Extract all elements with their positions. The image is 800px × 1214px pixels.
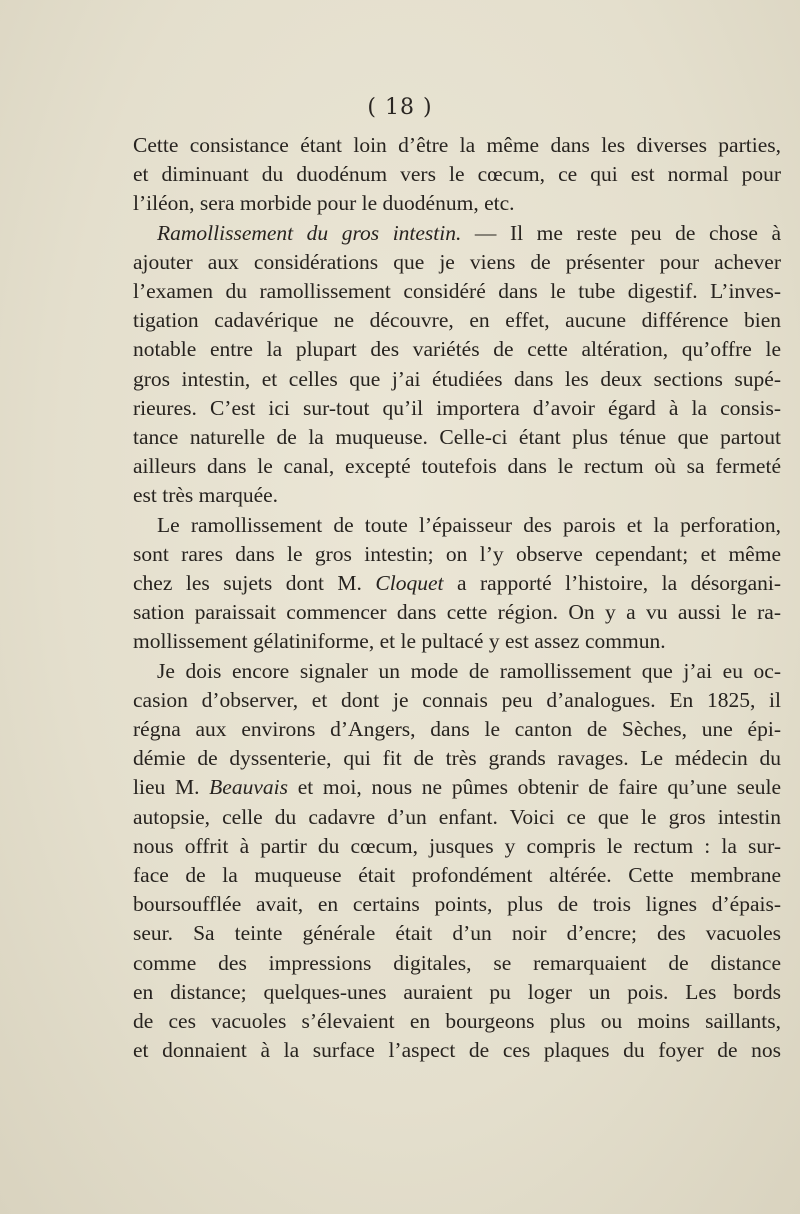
text-segment: rieures. C’est ici sur-tout qu’il importera d’avoir égard à la consis-: [133, 395, 781, 420]
text-segment: est très marquée.: [133, 483, 279, 508]
text-segment: notable entre la plupart des variétés de cette altération, qu’offre le: [133, 337, 781, 362]
text-segment: mollissement gélatiniforme, et le pultacé y est assez commun.: [133, 629, 666, 654]
text-segment: Cette consistance étant loin d’être la même dans les diverses parties,: [133, 133, 781, 157]
text-line: [133, 919, 781, 948]
text-segment: a rapporté l’histoire, la désorgani-: [443, 571, 781, 596]
text-line: [133, 160, 781, 189]
text-line: [133, 832, 781, 861]
text-line: [133, 511, 781, 540]
text-segment: gros intestin, et celles que j’ai étudiées dans les deux sections supé-: [133, 366, 781, 391]
text-segment: l’examen du ramollissement considéré dans le tube digestif. L’inves-: [133, 279, 781, 304]
text-segment: comme des impressions digitales, se remarquaient de distance: [133, 950, 781, 975]
text-segment: sont rares dans le gros intestin; on l’y observe cependant; et même: [133, 541, 781, 566]
text-line: [133, 657, 781, 686]
text-segment: casion d’observer, et dont je connais peu d’analogues. En 1825, il: [133, 687, 781, 712]
text-segment: ailleurs dans le canal, excepté toutefois dans le rectum où sa fermeté: [133, 454, 781, 479]
text-segment: tance naturelle de la muqueuse. Celle-ci étant plus ténue que partout: [133, 425, 781, 450]
text-segment: et moi, nous ne pûmes obtenir de faire qu’une seule: [287, 775, 781, 800]
page-number: ( 18 ): [367, 95, 433, 120]
text-line: [133, 452, 781, 481]
text-line: [133, 540, 781, 569]
text-segment: et donnaient à la surface l’aspect de ces plaques du foyer de nos: [133, 1038, 781, 1063]
text-line: [133, 803, 781, 832]
text-line: [133, 248, 781, 277]
italic-text: Ramollissement du gros intestin.: [157, 220, 462, 245]
text-segment: démie de dyssenterie, qui fit de très grands ravages. Le médecin du: [133, 746, 781, 771]
text-line: [133, 861, 781, 890]
text-segment: seur. Sa teinte générale était d’un noir d’encre; des vacuoles: [133, 921, 781, 946]
text-segment: ajouter aux considérations que je viens de présenter pour achever: [133, 249, 781, 274]
text-line: [133, 744, 781, 773]
text-line: [133, 394, 781, 423]
text-line: [133, 598, 781, 627]
text-segment: l’iléon, sera morbide pour le duodénum, etc.: [133, 191, 515, 216]
text-line: [133, 277, 781, 306]
text-segment: régna aux environs d’Angers, dans le canton de Sèches, une épi-: [133, 717, 781, 742]
text-segment: de ces vacuoles s’élevaient en bourgeons plus ou moins saillants,: [133, 1009, 781, 1034]
text-line: [133, 773, 781, 802]
text-line: [133, 1007, 781, 1036]
text-segment: face de la muqueuse était profondément altérée. Cette membrane: [133, 863, 781, 888]
text-segment: lieu M.: [133, 775, 210, 800]
text-segment: autopsie, celle du cadavre d’un enfant. Voici ce que le gros intestin: [133, 804, 781, 829]
text-line: [133, 365, 781, 394]
text-segment: boursoufflée avait, en certains points, plus de trois lignes d’épais-: [133, 892, 781, 917]
text-segment: — Il me reste peu de chose à: [461, 220, 781, 245]
text-line: [133, 335, 781, 364]
text-line: [133, 131, 781, 160]
text-segment: nous offrit à partir du cœcum, jusques y compris le rectum : la sur-: [133, 833, 781, 858]
body-text: [133, 131, 781, 1066]
text-segment: sation paraissait commencer dans cette région. On y a vu aussi le ra-: [133, 600, 781, 625]
text-line: [133, 978, 781, 1007]
text-segment: en distance; quelques-unes auraient pu loger un pois. Les bords: [133, 979, 781, 1004]
text-line: [133, 189, 781, 218]
text-segment: chez les sujets dont M.: [133, 571, 376, 596]
text-line: [133, 306, 781, 335]
text-line: [133, 423, 781, 452]
text-segment: et diminuant du duodénum vers le cœcum, ce qui est normal pour: [133, 162, 781, 187]
text-line: [133, 219, 781, 248]
text-line: [133, 686, 781, 715]
text-segment: Je dois encore signaler un mode de ramollissement que j’ai eu oc-: [157, 658, 781, 683]
text-segment: Le ramollissement de toute l’épaisseur des parois et la perforation,: [157, 512, 781, 537]
text-line: [133, 627, 781, 656]
text-line: [133, 949, 781, 978]
italic-text: Cloquet: [375, 571, 444, 596]
text-line: [133, 481, 781, 510]
text-segment: tigation cadavérique ne découvre, en effet, aucune différence bien: [133, 308, 781, 333]
text-line: [133, 1036, 781, 1065]
text-line: [133, 569, 781, 598]
text-line: [133, 890, 781, 919]
text-line: [133, 715, 781, 744]
italic-text: Beauvais: [209, 775, 288, 800]
